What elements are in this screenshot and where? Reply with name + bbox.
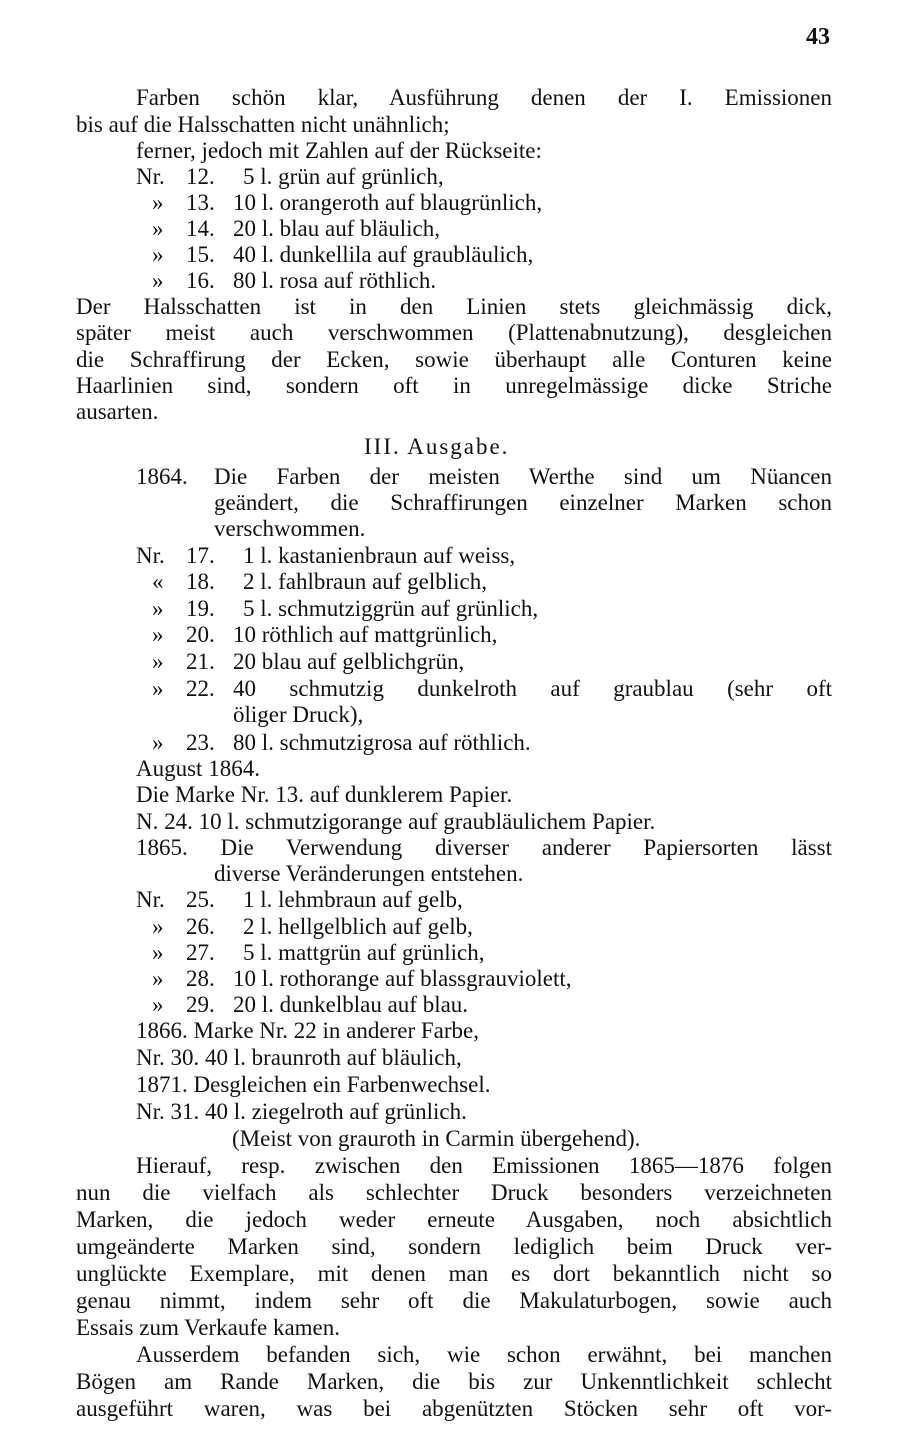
paragraph-line: Die Marke Nr. 13. auf dunklerem Papier.	[136, 782, 513, 807]
paragraph-line: genau nimmt, indem sehr oft die Makulaturbogen, sowie auch	[76, 1288, 832, 1313]
paragraph-line: unglückte Exemplare, mit denen man es dort bekanntlich nicht so	[76, 1261, 832, 1286]
paragraph-line: Haarlinien sind, sondern oft in unregelmässige dicke Striche	[76, 373, 832, 398]
list-number: 19.	[186, 596, 215, 621]
list-number: 22.	[186, 676, 215, 701]
list-mark: »	[152, 190, 164, 215]
paragraph-line: Der Halsschatten ist in den Linien stets gleichmässig dick,	[76, 294, 832, 319]
paragraph-line: Marken, die jedoch weder erneute Ausgaben, noch absichtlich	[76, 1207, 832, 1232]
page-number: 43	[806, 24, 830, 50]
list-mark: «	[152, 569, 164, 594]
paragraph-line: N. 24. 10 l. schmutzigorange auf graubläulichem Papier.	[136, 809, 656, 834]
list-number: 20.	[186, 622, 215, 647]
list-number: 25.	[186, 887, 215, 912]
paragraph-line: später meist auch verschwommen (Plattenabnutzung), desgleichen	[76, 320, 832, 345]
list-number: 13.	[186, 190, 215, 215]
list-mark: »	[152, 730, 164, 755]
paragraph-line: verschwommen.	[214, 516, 366, 541]
section-heading: III. Ausgabe.	[364, 434, 510, 459]
paragraph-line: Essais zum Verkaufe kamen.	[76, 1315, 340, 1340]
list-mark: »	[152, 596, 164, 621]
list-number: 29.	[186, 992, 215, 1017]
list-item: 20 l. blau auf bläulich,	[233, 216, 440, 241]
paragraph-line: 1871. Desgleichen ein Farbenwechsel.	[136, 1072, 491, 1097]
paragraph-line: Die Farben der meisten Werthe sind um Nüancen	[214, 464, 832, 489]
list-item: 80 l. rosa auf röthlich.	[233, 268, 437, 293]
list-mark: »	[152, 622, 164, 647]
list-item: 10 l. rothorange auf blassgrauviolett,	[233, 966, 572, 991]
list-mark: »	[152, 216, 164, 241]
paragraph-line: Nr. 30. 40 l. braunroth auf bläulich,	[136, 1045, 462, 1070]
list-item: 5 l. mattgrün auf grünlich,	[243, 940, 485, 965]
paragraph-line: Ausserdem befanden sich, wie schon erwähnt, bei manchen	[136, 1342, 832, 1367]
list-item: 2 l. fahlbraun auf gelblich,	[243, 569, 487, 594]
paragraph-line: geändert, die Schraffirungen einzelner Marken schon	[214, 490, 832, 515]
list-mark: Nr.	[136, 164, 165, 189]
paragraph-line: Farben schön klar, Ausführung denen der I. Emissionen	[136, 85, 832, 110]
note-line: (Meist von grauroth in Carmin übergehend).	[232, 1126, 641, 1151]
list-number: 17.	[186, 543, 215, 568]
year-label: 1864.	[136, 464, 188, 489]
paragraph-line: Nr. 31. 40 l. ziegelroth auf grünlich.	[136, 1099, 467, 1124]
list-number: 23.	[186, 730, 215, 755]
paragraph-line: nun die vielfach als schlechter Druck besonders verzeichneten	[76, 1180, 832, 1205]
list-number: 21.	[186, 649, 215, 674]
paragraph-line: Hierauf, resp. zwischen den Emissionen 1865—1876 folgen	[136, 1153, 832, 1178]
list-number: 14.	[186, 216, 215, 241]
paragraph-line: umgeänderte Marken sind, sondern lediglich beim Druck ver-	[76, 1234, 832, 1259]
list-mark: »	[152, 992, 164, 1017]
list-mark: »	[152, 649, 164, 674]
list-mark: »	[152, 676, 164, 701]
paragraph-line: ausarten.	[76, 399, 159, 424]
list-number: 16.	[186, 268, 215, 293]
list-number: 18.	[186, 569, 215, 594]
list-item: 20 l. dunkelblau auf blau.	[233, 992, 469, 1017]
list-item: 10 röthlich auf mattgrünlich,	[233, 622, 498, 647]
list-mark: »	[152, 940, 164, 965]
list-item: 40 schmutzig dunkelroth auf graublau (sehr oft	[233, 676, 832, 701]
list-mark: »	[152, 242, 164, 267]
list-number: 28.	[186, 966, 215, 991]
list-mark: Nr.	[136, 543, 165, 568]
list-mark: Nr.	[136, 887, 165, 912]
paragraph-line: 1865. Die Verwendung diverser anderer Papiersorten lässt	[136, 835, 832, 860]
list-item-continuation: öliger Druck),	[233, 702, 364, 727]
list-number: 12.	[186, 164, 215, 189]
paragraph-line: August 1864.	[136, 756, 260, 781]
paragraph-line: diverse Veränderungen entstehen.	[214, 861, 524, 886]
paragraph-line: ferner, jedoch mit Zahlen auf der Rückseite:	[136, 138, 542, 163]
list-mark: »	[152, 268, 164, 293]
list-item: 1 l. kastanienbraun auf weiss,	[243, 543, 516, 568]
list-number: 27.	[186, 940, 215, 965]
list-item: 40 l. dunkellila auf graubläulich,	[233, 242, 534, 267]
list-item: 80 l. schmutzigrosa auf röthlich.	[233, 730, 531, 755]
list-mark: »	[152, 966, 164, 991]
paragraph-line: die Schraffirung der Ecken, sowie überhaupt alle Conturen keine	[76, 347, 832, 372]
list-number: 15.	[186, 242, 215, 267]
list-item: 20 blau auf gelblichgrün,	[233, 649, 465, 674]
list-number: 26.	[186, 914, 215, 939]
list-item: 5 l. schmutziggrün auf grünlich,	[243, 596, 539, 621]
list-item: 5 l. grün auf grünlich,	[243, 164, 444, 189]
list-item: 10 l. orangeroth auf blaugrünlich,	[233, 190, 543, 215]
list-item: 2 l. hellgelblich auf gelb,	[243, 914, 473, 939]
paragraph-line: 1866. Marke Nr. 22 in anderer Farbe,	[136, 1018, 479, 1043]
paragraph-line: bis auf die Halsschatten nicht unähnlich;	[76, 112, 450, 137]
list-mark: »	[152, 914, 164, 939]
paragraph-line: Bögen am Rande Marken, die bis zur Unkenntlichkeit schlecht	[76, 1369, 832, 1394]
paragraph-line: ausgeführt waren, was bei abgenützten Stöcken sehr oft vor-	[76, 1396, 832, 1421]
list-item: 1 l. lehmbraun auf gelb,	[243, 887, 463, 912]
